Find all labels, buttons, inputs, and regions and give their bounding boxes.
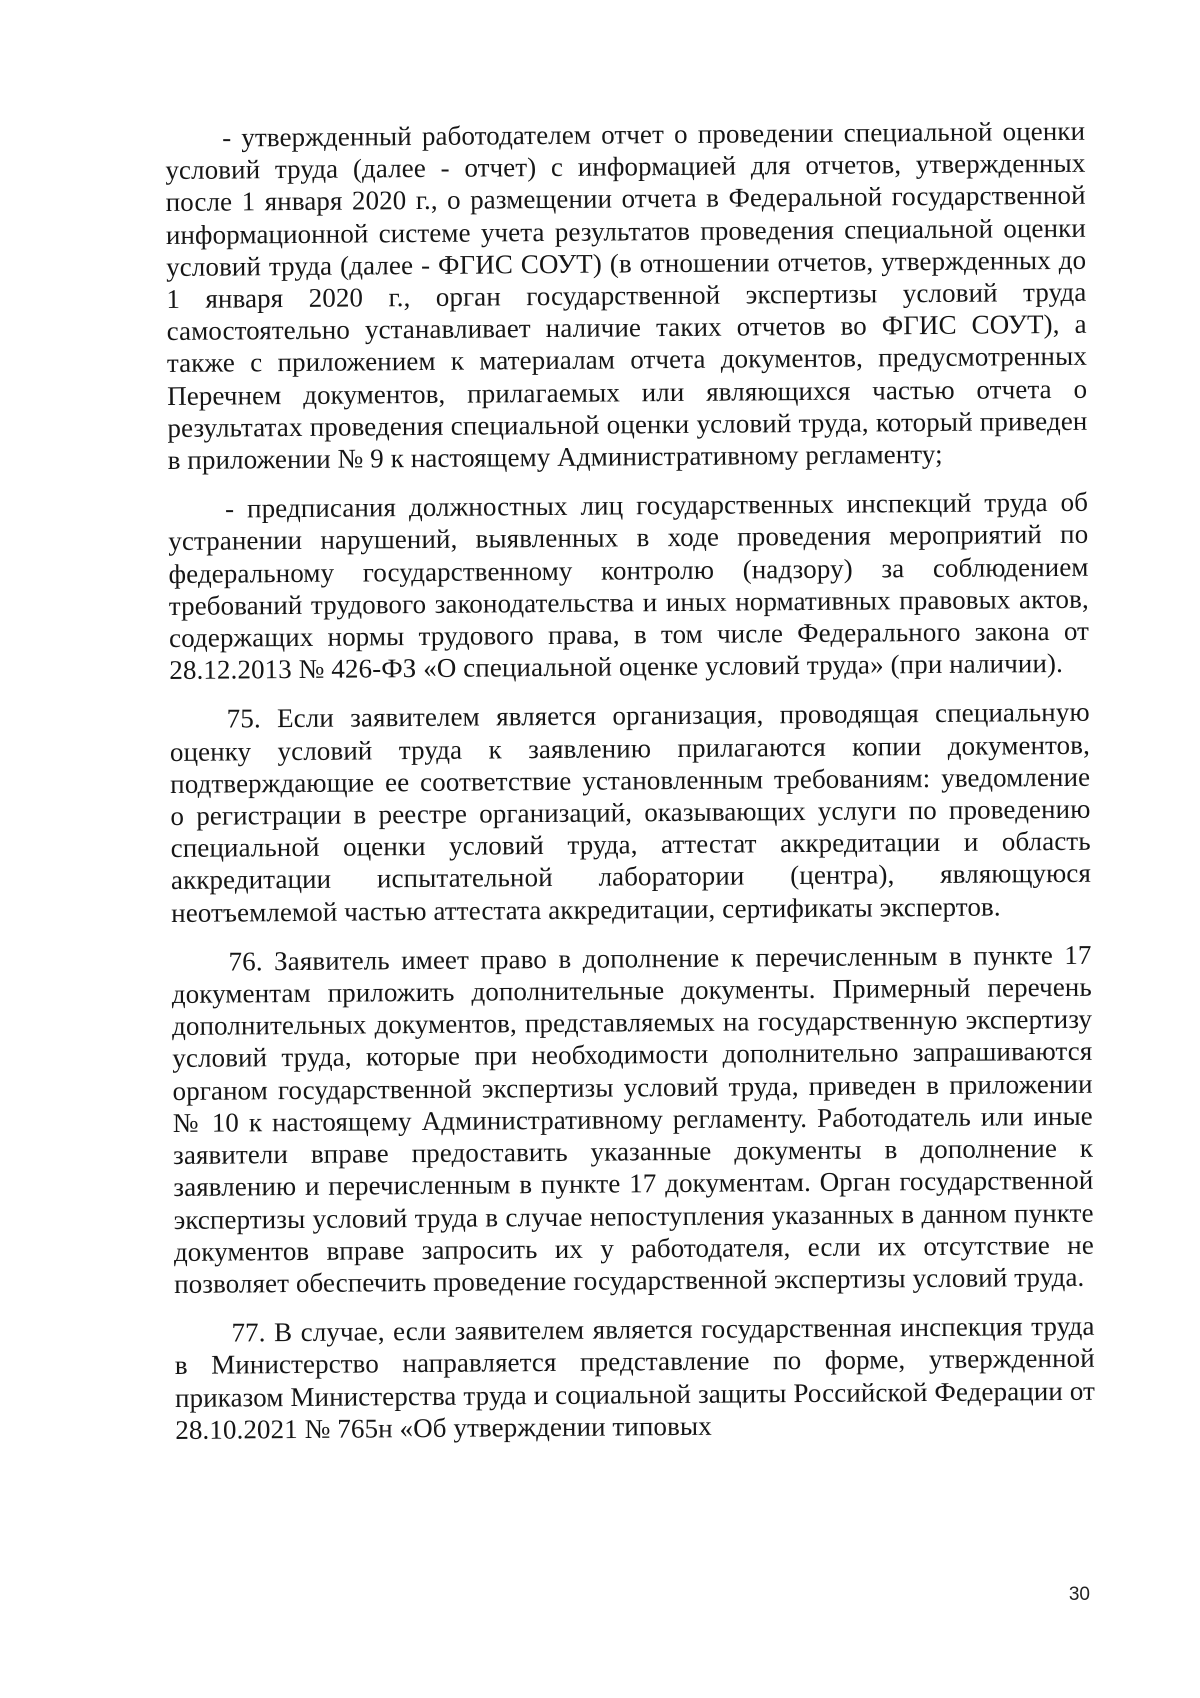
paragraph-76: 76. Заявитель имеет право в дополнение к перечисленным в пункте 17 документам приложить дополнительные документы. Примерный перечень дополнительных документов, представляемых на государственную экспертизу условий труда, которые при необходимости дополнительно запрашиваются органом государственной экспертизы условий труда, приведен в приложении № 10 к настоящему Административному регламенту. Работодатель или иные заявители вправе предоставить указанные документы в дополнение к заявлению и перечисленным в пункте 17 документам. Орган государственной экспертизы условий труда в случае непоступления указанных в данном пункте документов вправе запросить их у работодателя, если их отсутствие не позволяет обеспечить проведение государственной экспертизы условий труда. — [171, 939, 1094, 1299]
paragraph-inspection-orders: - предписания должностных лиц государственных инспекций труда об устранении нарушений, выявленных в ходе проведения мероприятий по федеральному государственному контролю (надзору) за соблюдением требований трудового законодательства и иных нормативных правовых актов, содержащих нормы трудового права, в том числе Федерального закона от 28.12.2013 № 426-ФЗ «О специальной оценке условий труда» (при наличии). — [168, 486, 1090, 686]
paragraph-75: 75. Если заявителем является организация, проводящая специальную оценку условий труда к заявлению прилагаются копии документов, подтверждающие ее соответствие установленным требованиям: уведомление о регистрации в реестре организаций, оказывающих услуги по проведению специальной оценки условий труда, аттестат аккредитации и область аккредитации испытательной лаборатории (центра), являющуюся неотъемлемой частью аттестата аккредитации, сертификаты экспертов. — [169, 697, 1092, 928]
paragraph-77: 77. В случае, если заявителем является государственная инспекция труда в Министерство направляется представление по форме, утвержденной приказом Министерства труда и социальной защиты Российской Федерации от 28.10.2021 № 765н «Об утверждении типовых — [174, 1310, 1096, 1445]
page-number: 30 — [1068, 1584, 1090, 1605]
paragraph-employer-report: - утвержденный работодателем отчет о проведении специальной оценки условий труда (далее - отчет) с информацией для отчетов, утвержденных после 1 января 2020 г., о размещении отчета в Федеральной государственной информационной системе учета результатов проведения специальной оценки условий труда (далее - ФГИС СОУТ) (в отношении отчетов, утвержденных до 1 января 2020 г., орган государственной экспертизы условий труда самостоятельно устанавливает наличие таких отчетов во ФГИС СОУТ), а также с приложением к материалам отчета документов, предусмотренных Перечнем документов, прилагаемых или являющихся частью отчета о результатах проведения специальной оценки условий труда, который приведен в приложении № 9 к настоящему Административному регламенту; — [165, 115, 1088, 476]
document-body — [165, 115, 1095, 1446]
